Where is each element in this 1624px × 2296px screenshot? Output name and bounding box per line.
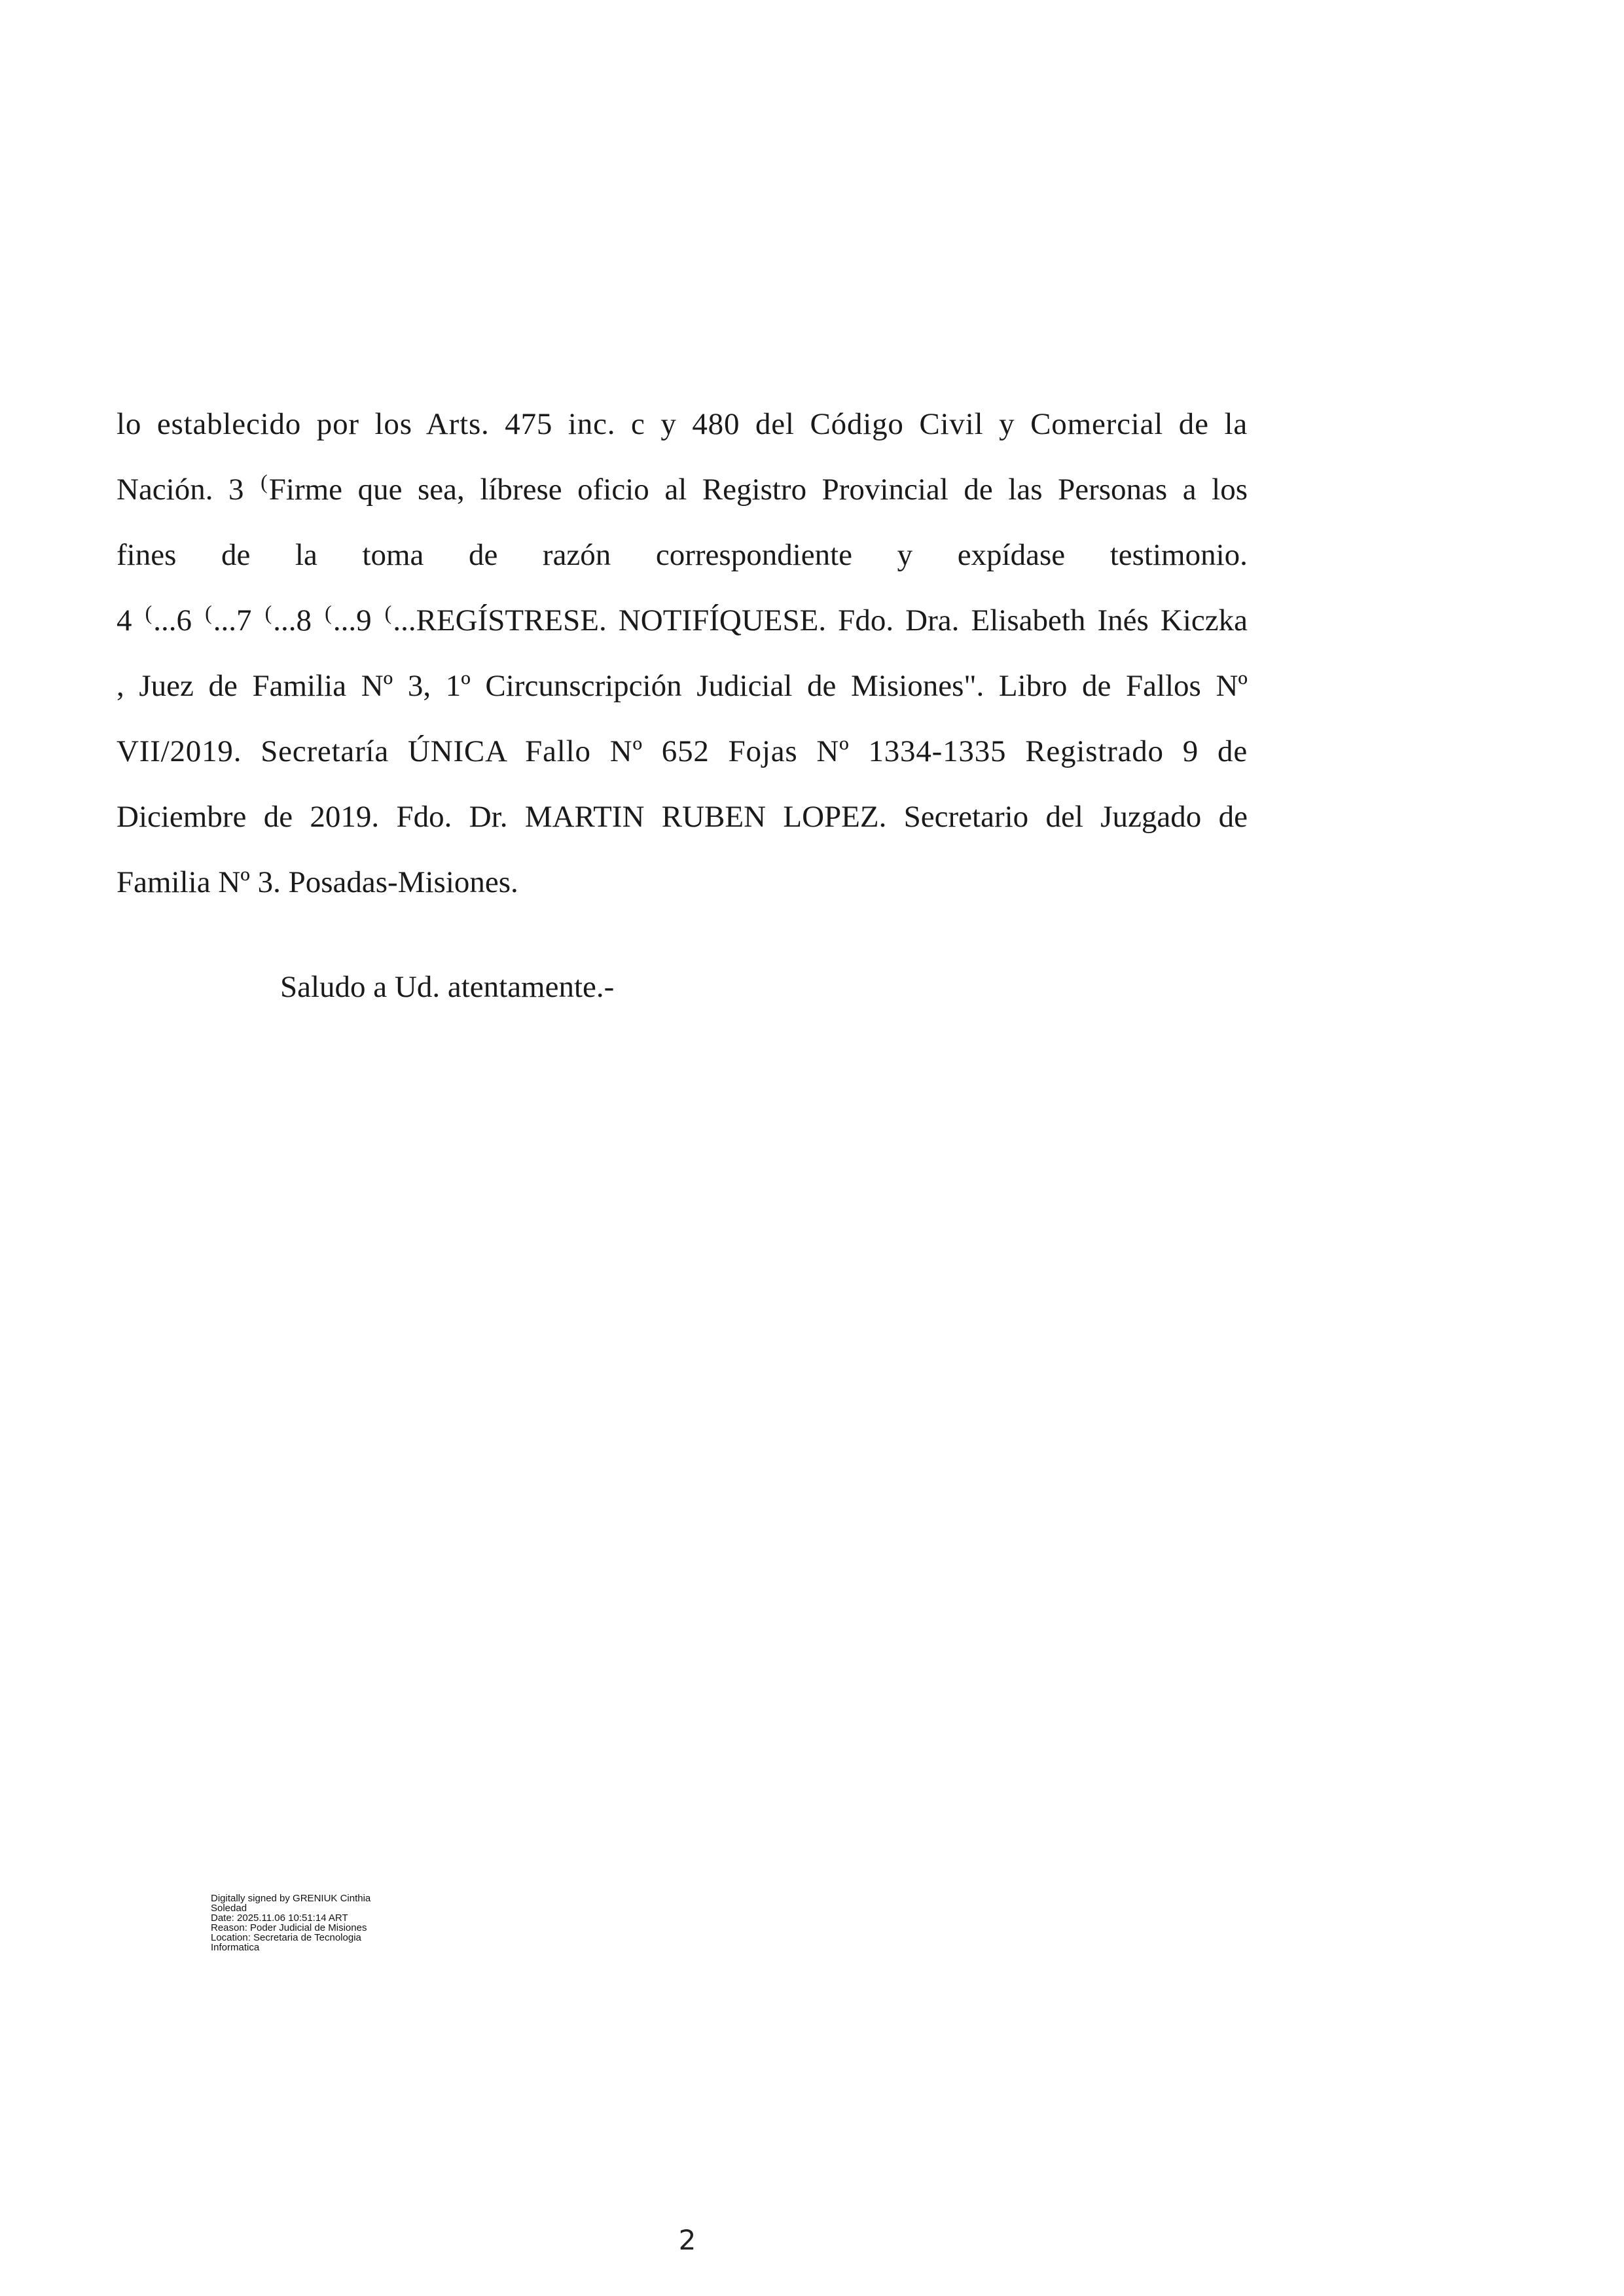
- text-line-3-word: toma: [362, 538, 424, 572]
- text-line-3: [117, 522, 1248, 588]
- text-line-5-content: , Juez de Familia Nº 3, 1º Circunscripción Judicial de Misiones". Libro de Fallos Nº: [117, 669, 1248, 703]
- text-line-4-c: ...7: [213, 603, 252, 637]
- text-line-3-word: de: [468, 538, 498, 572]
- text-line-4: [117, 588, 1248, 653]
- signature-line: Informatica: [211, 1942, 260, 1953]
- text-line-3-word: correspondiente: [655, 538, 853, 572]
- text-line-4-b: ...6: [153, 603, 192, 637]
- footnote-paren: (: [205, 601, 212, 624]
- text-line-4-a: 4: [117, 603, 132, 637]
- text-line-3-word: de: [221, 538, 251, 572]
- signature-line: Reason: Poder Judicial de Misiones: [211, 1922, 367, 1933]
- text-line-8-content: Familia Nº 3. Posadas-Misiones.: [117, 865, 518, 899]
- text-line-3-word: la: [295, 538, 317, 572]
- text-line-7-content: Diciembre de 2019. Fdo. Dr. MARTIN RUBEN LOPEZ. Secretario del Juzgado de: [117, 800, 1248, 834]
- footnote-paren: (: [145, 601, 153, 624]
- text-line-8: [117, 850, 1248, 915]
- text-line-4-d: ...8: [273, 603, 312, 637]
- footnote-paren: (: [325, 601, 332, 624]
- text-line-3-word: razón: [542, 538, 611, 572]
- footnote-paren: (: [264, 601, 272, 624]
- footnote-paren: (: [261, 470, 268, 493]
- text-line-3-word: fines: [117, 538, 177, 572]
- text-line-1: [117, 391, 1248, 457]
- page-number: 2: [678, 2224, 696, 2256]
- signature-line: Soledad: [211, 1903, 247, 1914]
- text-line-2-a: Nación. 3: [117, 473, 244, 507]
- signature-line: Digitally signed by GRENIUK Cinthia: [211, 1893, 371, 1904]
- signature-line: Date: 2025.11.06 10:51:14 ART: [211, 1912, 348, 1924]
- text-line-4-e: ...9: [333, 603, 372, 637]
- text-line-2-b: Firme que sea, líbrese oficio al Registro Provincial de las Personas a los: [268, 473, 1248, 507]
- body-paragraph: [117, 391, 1248, 915]
- footnote-paren: (: [384, 601, 392, 624]
- text-line-1-content: lo establecido por los Arts. 475 inc. c y 480 del Código Civil y Comercial de la: [117, 407, 1248, 441]
- text-line-3-word: y: [897, 538, 913, 572]
- text-line-7: [117, 784, 1248, 850]
- text-line-3-word: testimonio.: [1110, 538, 1248, 572]
- signature-line: Location: Secretaria de Tecnologia: [211, 1932, 361, 1943]
- closing-salutation: Saludo a Ud. atentamente.-: [280, 970, 615, 1004]
- text-line-5: [117, 653, 1248, 719]
- text-line-3-word: expídase: [957, 538, 1066, 572]
- text-line-2: [117, 457, 1248, 522]
- text-line-6: [117, 719, 1248, 784]
- text-line-4-f: ...REGÍSTRESE. NOTIFÍQUESE. Fdo. Dra. Elisabeth Inés Kiczka: [393, 603, 1248, 637]
- digital-signature-block: [211, 1893, 407, 1952]
- text-line-6-content: VII/2019. Secretaría ÚNICA Fallo Nº 652 Fojas Nº 1334-1335 Registrado 9 de: [117, 734, 1248, 768]
